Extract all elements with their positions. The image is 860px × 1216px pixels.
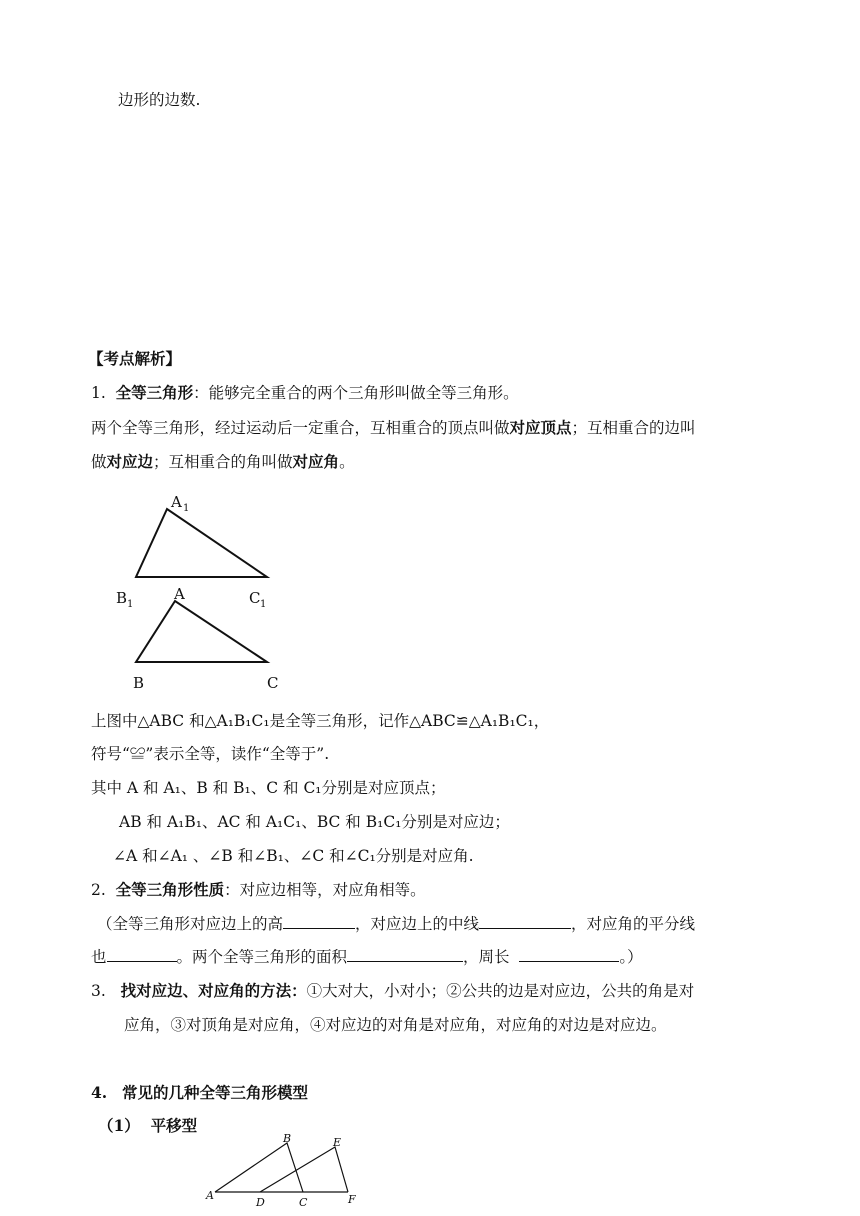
answer-blank-perimeter[interactable] [519,947,619,962]
triangle-def-translation [260,1147,348,1192]
label-c1: C [249,589,261,607]
answer-blank-median[interactable] [479,914,571,929]
term-method: 找对应边、对应角的方法： [120,981,307,1000]
continued-text: 边形的边数. [118,91,201,109]
label-B: B [283,1132,292,1145]
point-1-definition: 1. 全等三角形：能够完全重合的两个三角形叫做全等三角形。 [91,383,519,402]
label-b1-sub: 1 [127,599,134,610]
label-A: A [206,1189,214,1202]
label-c1-sub: 1 [260,599,267,610]
label-a1-sub: 1 [183,503,190,514]
label-b1: B [116,589,128,607]
point-3-method-cont: 应角，③对顶角是对应角，④对应边的对角是对应角，对应角的对边是对应边。 [124,1016,667,1034]
term-properties: 全等三角形性质 [115,880,225,899]
term-corresponding-angle: 对应角 [292,452,340,471]
label-b: B [133,674,145,692]
fill-blank-line-2: 也 。两个全等三角形的面积 ，周长 。） [91,948,643,966]
point-2-properties: 2. 全等三角形性质：对应边相等，对应角相等。 [91,880,426,899]
label-a1: A [171,493,182,511]
label-c: C [267,674,279,692]
label-E: E [333,1136,342,1149]
label-C: C [299,1196,308,1209]
model-1-heading: （1） 平移型 [98,1116,198,1135]
fill-blank-line-1: （全等三角形对应边上的高 ，对应边上的中线 ，对应角的平分线 [97,915,696,933]
section-title: 【考点解析】 [88,349,182,368]
triangle-abc [136,601,267,662]
point-number: 4. [91,1083,108,1102]
triangle-a1b1c1 [136,509,267,577]
answer-blank-height[interactable] [283,914,355,929]
point-4-models [91,1083,308,1103]
point-3-method: 3. 找对应边、对应角的方法：①大对大，小对小；②公共的边是对应边，公共的角是对 [91,981,695,1000]
label-F: F [348,1193,356,1206]
label-D: D [256,1196,265,1209]
vertices-line: 其中 A 和 A₁、B 和 B₁、C 和 C₁分别是对应顶点； [91,779,446,797]
angles-line: ∠A 和∠A₁ 、∠B 和∠B₁、∠C 和∠C₁分别是对应角. [113,847,474,865]
point-number: 2. [91,881,106,899]
label-a: A [174,585,185,603]
answer-blank-area[interactable] [347,947,463,962]
paragraph-line: 两个全等三角形，经过运动后一定重合，互相重合的顶点叫做对应顶点；互相重合的边叫 [91,418,696,437]
triangle-abc-translation [215,1143,303,1192]
congruent-triangles-figure [105,488,305,698]
notation-line: 上图中△ABC 和△A₁B₁C₁是全等三角形，记作△ABC≌△A₁B₁C₁， [91,712,550,730]
answer-blank-bisector[interactable] [107,947,177,962]
term-models: 常见的几种全等三角形模型 [121,1083,308,1102]
symbol-line: 符号“≌”表示全等，读作“全等于”. [91,745,330,763]
point-number: 3. [91,982,106,1000]
term-congruent-triangles: 全等三角形 [115,383,194,402]
paragraph-line: 做对应边；互相重合的角叫做对应角。 [91,452,355,471]
point-number: 1. [91,384,106,402]
sides-line: AB 和 A₁B₁、AC 和 A₁C₁、BC 和 B₁C₁分别是对应边； [119,813,510,831]
translation-model-figure [200,1130,380,1210]
term-corresponding-side: 对应边 [106,452,154,471]
term-corresponding-vertex: 对应顶点 [509,418,572,437]
